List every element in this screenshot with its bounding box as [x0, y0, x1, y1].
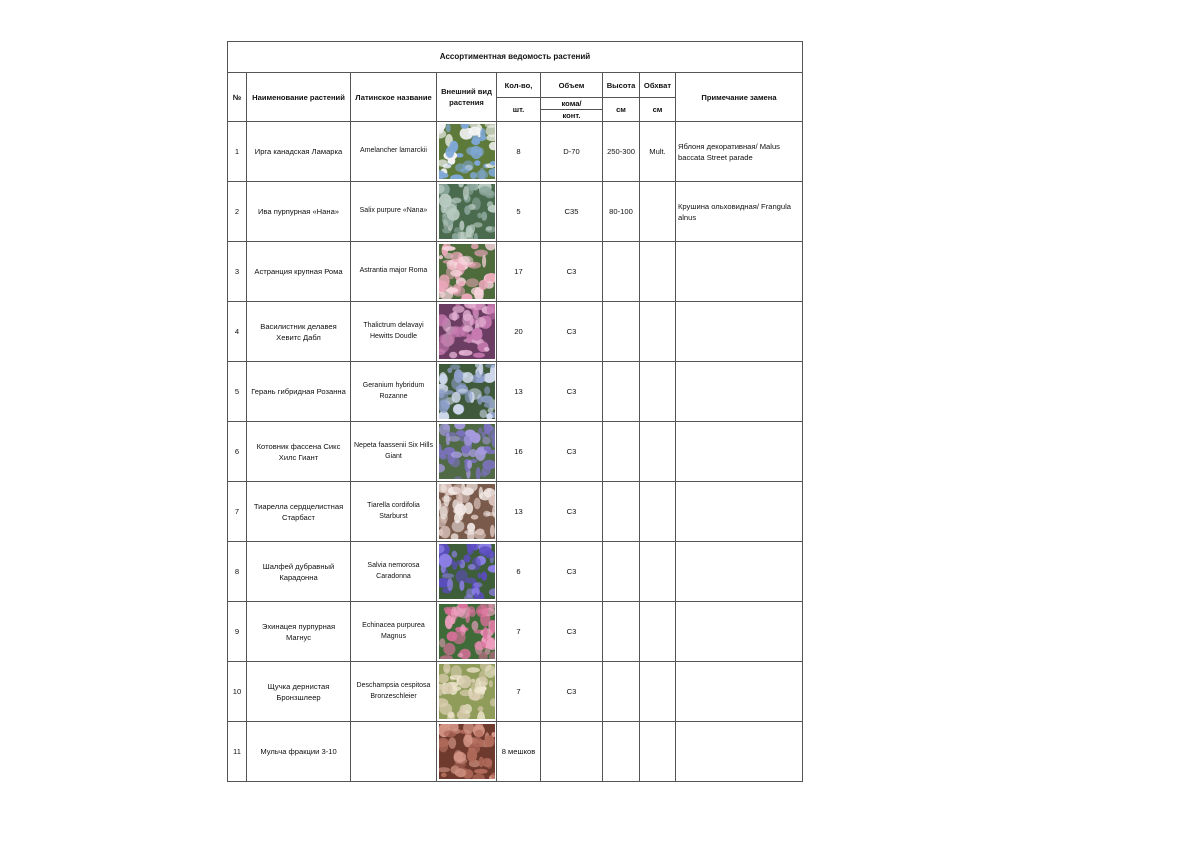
header-qty: Кол-во,: [497, 73, 541, 98]
table-row: [228, 182, 803, 242]
num-cell: 8: [228, 542, 247, 602]
volume-cell: C3: [541, 302, 603, 362]
note-cell: [676, 302, 803, 362]
note-cell: [676, 722, 803, 782]
photo-cell: [437, 242, 497, 302]
note-cell: Крушина ольховидная/ Frangula alnus: [676, 182, 803, 242]
latin-cell: Astrantia major Roma: [351, 242, 437, 302]
header-height: Высота: [603, 73, 640, 98]
num-cell: 11: [228, 722, 247, 782]
qty-cell: 13: [497, 482, 541, 542]
num-cell: 1: [228, 122, 247, 182]
bark-mulch-photo: [439, 724, 495, 779]
table-row: [228, 722, 803, 782]
thalictrum-flower-photo: [439, 304, 495, 359]
height-cell: [603, 722, 640, 782]
latin-cell: Salvia nemorosa Caradonna: [351, 542, 437, 602]
height-cell: [603, 422, 640, 482]
name-cell: Щучка дернистая Бронзшлеер: [247, 662, 351, 722]
girth-cell: [640, 302, 676, 362]
photo-cell: [437, 722, 497, 782]
catmint-flower-photo: [439, 424, 495, 479]
note-cell: [676, 482, 803, 542]
qty-cell: 8 мешков: [497, 722, 541, 782]
table-row: [228, 422, 803, 482]
table-row: [228, 542, 803, 602]
volume-cell: C3: [541, 602, 603, 662]
qty-cell: 7: [497, 662, 541, 722]
name-cell: Тиарелла сердцелистная Старбаст: [247, 482, 351, 542]
height-cell: [603, 482, 640, 542]
header-latin: Латинское название: [351, 73, 437, 122]
header-height-unit: см: [603, 98, 640, 122]
volume-cell: C3: [541, 362, 603, 422]
header-qty-unit: шт.: [497, 98, 541, 122]
name-cell: Эхинацея пурпурная Магнус: [247, 602, 351, 662]
header-volume-unit1: кома/: [541, 98, 603, 110]
girth-cell: [640, 722, 676, 782]
height-cell: [603, 242, 640, 302]
header-volume: Объем: [541, 73, 603, 98]
table-row: [228, 482, 803, 542]
volume-cell: D-70: [541, 122, 603, 182]
table-row: [228, 302, 803, 362]
name-cell: Василистник делавея Хевитс Дабл: [247, 302, 351, 362]
name-cell: Котовник фассена Сикс Хилс Гиант: [247, 422, 351, 482]
height-cell: [603, 602, 640, 662]
photo-cell: [437, 362, 497, 422]
table-row: [228, 242, 803, 302]
photo-cell: [437, 302, 497, 362]
num-cell: 7: [228, 482, 247, 542]
qty-cell: 20: [497, 302, 541, 362]
latin-cell: Tiarella cordifolia Starburst: [351, 482, 437, 542]
header-name: Наименование растений: [247, 73, 351, 122]
height-cell: 80-100: [603, 182, 640, 242]
girth-cell: [640, 482, 676, 542]
note-cell: [676, 662, 803, 722]
name-cell: Мульча фракции 3-10: [247, 722, 351, 782]
height-cell: [603, 662, 640, 722]
name-cell: Герань гибридная Розанна: [247, 362, 351, 422]
grass-photo: [439, 664, 495, 719]
name-cell: Шалфей дубравный Карадонна: [247, 542, 351, 602]
note-cell: [676, 602, 803, 662]
girth-cell: [640, 362, 676, 422]
girth-cell: [640, 242, 676, 302]
note-cell: [676, 422, 803, 482]
plant-assortment-sheet: [227, 41, 802, 760]
geranium-flower-photo: [439, 364, 495, 419]
girth-cell: [640, 542, 676, 602]
num-cell: 9: [228, 602, 247, 662]
girth-cell: [640, 662, 676, 722]
photo-cell: [437, 482, 497, 542]
height-cell: [603, 362, 640, 422]
header-girth: Обхват: [640, 73, 676, 98]
plant-table: [227, 41, 803, 782]
num-cell: 5: [228, 362, 247, 422]
num-cell: 4: [228, 302, 247, 362]
volume-cell: C3: [541, 482, 603, 542]
photo-cell: [437, 542, 497, 602]
qty-cell: 6: [497, 542, 541, 602]
photo-cell: [437, 182, 497, 242]
height-cell: 250-300: [603, 122, 640, 182]
num-cell: 3: [228, 242, 247, 302]
num-cell: 6: [228, 422, 247, 482]
header-num: №: [228, 73, 247, 122]
qty-cell: 16: [497, 422, 541, 482]
height-cell: [603, 542, 640, 602]
latin-cell: Salix purpure «Nana»: [351, 182, 437, 242]
num-cell: 10: [228, 662, 247, 722]
table-row: [228, 602, 803, 662]
volume-cell: [541, 722, 603, 782]
name-cell: Ива пурпурная «Нана»: [247, 182, 351, 242]
qty-cell: 13: [497, 362, 541, 422]
girth-cell: [640, 182, 676, 242]
serviceberry-tree-photo: [439, 124, 495, 179]
girth-cell: Mult.: [640, 122, 676, 182]
height-cell: [603, 302, 640, 362]
name-cell: Ирга канадская Ламарка: [247, 122, 351, 182]
echinacea-flower-photo: [439, 604, 495, 659]
table-row: [228, 122, 803, 182]
note-cell: Яблоня декоративная/ Malus baccata Street parade: [676, 122, 803, 182]
name-cell: Астранция крупная Рома: [247, 242, 351, 302]
salvia-flower-photo: [439, 544, 495, 599]
num-cell: 2: [228, 182, 247, 242]
latin-cell: Deschampsia cespitosa Bronzeschleier: [351, 662, 437, 722]
header-girth-unit: см: [640, 98, 676, 122]
note-cell: [676, 362, 803, 422]
note-cell: [676, 242, 803, 302]
latin-cell: Echinacea purpurea Magnus: [351, 602, 437, 662]
willow-shrub-photo: [439, 184, 495, 239]
table-row: [228, 662, 803, 722]
qty-cell: 7: [497, 602, 541, 662]
photo-cell: [437, 602, 497, 662]
latin-cell: Geranium hybridum Rozanne: [351, 362, 437, 422]
girth-cell: [640, 422, 676, 482]
qty-cell: 8: [497, 122, 541, 182]
latin-cell: [351, 722, 437, 782]
girth-cell: [640, 602, 676, 662]
table-row: [228, 362, 803, 422]
volume-cell: C35: [541, 182, 603, 242]
header-note: Примечание замена: [676, 73, 803, 122]
photo-cell: [437, 122, 497, 182]
latin-cell: Nepeta faassenii Six Hills Giant: [351, 422, 437, 482]
volume-cell: C3: [541, 242, 603, 302]
header-volume-unit2: конт.: [541, 110, 603, 122]
note-cell: [676, 542, 803, 602]
qty-cell: 5: [497, 182, 541, 242]
latin-cell: Amelancher lamarckii: [351, 122, 437, 182]
volume-cell: C3: [541, 662, 603, 722]
volume-cell: C3: [541, 422, 603, 482]
qty-cell: 17: [497, 242, 541, 302]
tiarella-flower-photo: [439, 484, 495, 539]
astrantia-flower-photo: [439, 244, 495, 299]
latin-cell: Thalictrum delavayi Hewitts Doudle: [351, 302, 437, 362]
header-appearance: Внешний вид растения: [437, 73, 497, 122]
table-title: Ассортиментная ведомость растений: [228, 42, 803, 73]
photo-cell: [437, 422, 497, 482]
volume-cell: C3: [541, 542, 603, 602]
photo-cell: [437, 662, 497, 722]
